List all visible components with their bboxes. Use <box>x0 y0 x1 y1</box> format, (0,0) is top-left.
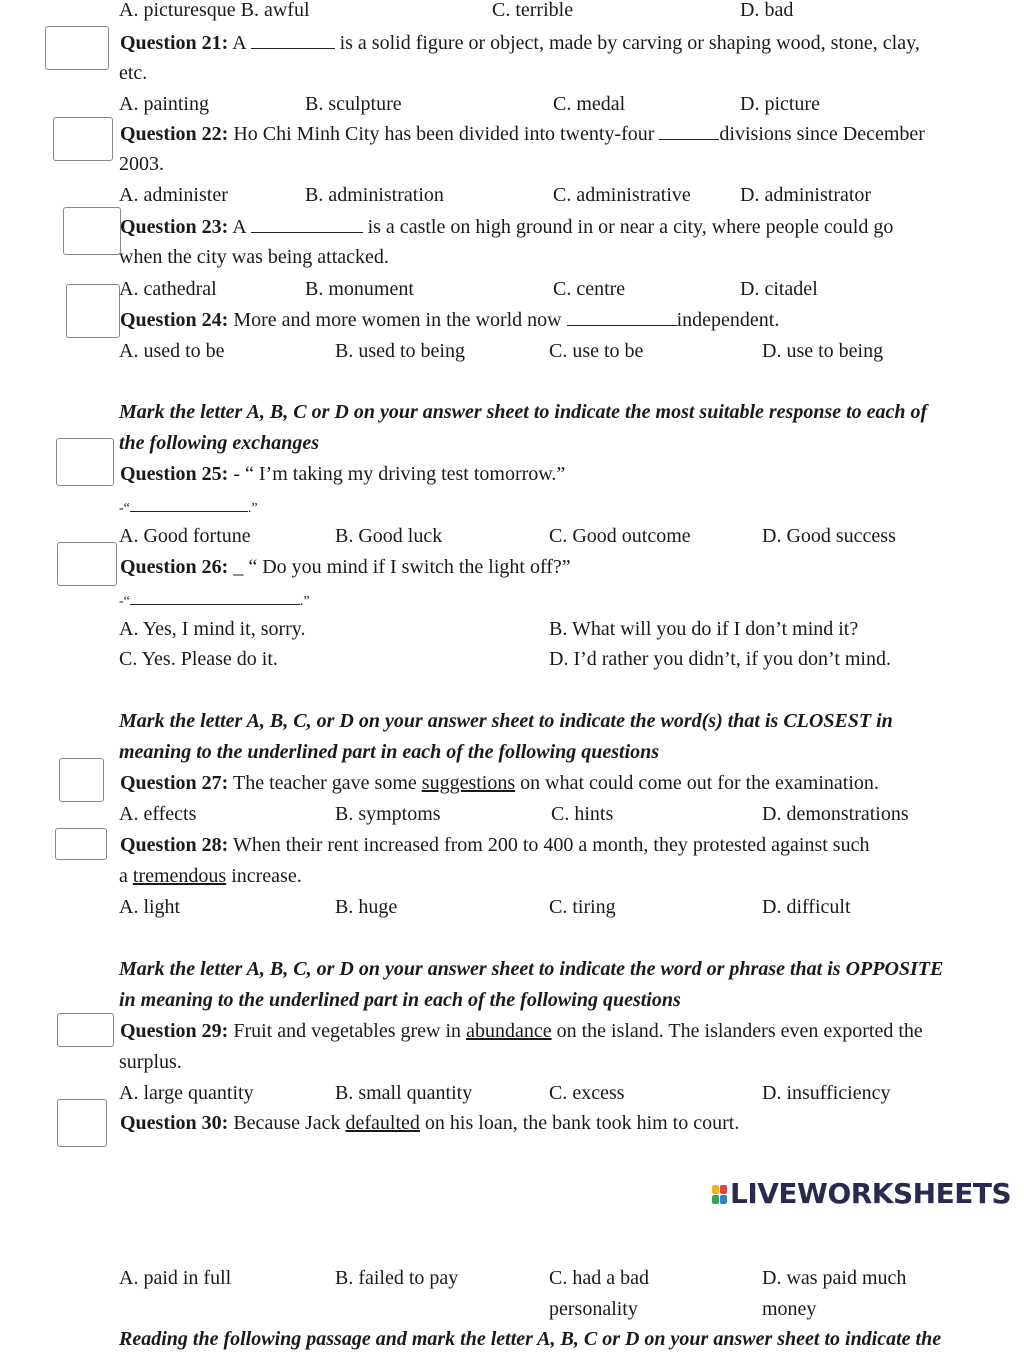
liveworksheets-logo-icon <box>712 1185 728 1205</box>
option-a: A. picturesque B. awful <box>119 0 310 21</box>
option-a: A. paid in full <box>119 1267 232 1289</box>
answer-box-q25[interactable] <box>56 438 114 486</box>
option-a: A. painting <box>119 93 209 115</box>
liveworksheets-logo <box>712 1177 1011 1210</box>
option-a: A. used to be <box>119 340 225 362</box>
option-c: C. hints <box>551 803 614 825</box>
option-d: D. insufficiency <box>762 1082 891 1104</box>
option-b: B. failed to pay <box>335 1267 459 1289</box>
question-21-cont: etc. <box>119 62 148 84</box>
question-27: Question 27: The teacher gave some suggestions on what could come out for the examination. <box>120 772 879 794</box>
option-c-cont: personality <box>549 1298 638 1320</box>
answer-box-q22[interactable] <box>53 117 113 161</box>
option-a: A. Yes, I mind it, sorry. <box>119 618 306 640</box>
question-22-cont: 2003. <box>119 153 164 175</box>
option-d: D. Good success <box>762 525 896 547</box>
option-d: D. I’d rather you didn’t, if you don’t mind. <box>549 648 891 670</box>
question-25: Question 25: - “ I’m taking my driving test tomorrow.” <box>120 463 566 485</box>
option-c: C. Yes. Please do it. <box>119 648 278 670</box>
option-d: D. use to being <box>762 340 884 362</box>
section-heading-opposite: Mark the letter A, B, C, or D on your answer sheet to indicate the word or phrase that is OPPOSITE <box>119 958 944 980</box>
section-heading-closest-cont: meaning to the underlined part in each of the following questions <box>119 741 660 763</box>
section-heading-reading: Reading the following passage and mark the letter A, B, C or D on your answer sheet to indicate the <box>119 1328 942 1350</box>
section-heading-exchanges-cont: the following exchanges <box>119 432 320 454</box>
reply-25: -“ .” <box>119 493 258 521</box>
option-b: B. Good luck <box>335 525 443 547</box>
answer-box-q21[interactable] <box>45 26 109 70</box>
option-b: B. sculpture <box>305 93 402 115</box>
option-a: A. large quantity <box>119 1082 254 1104</box>
option-a: A. administer <box>119 184 228 206</box>
reply-26: -“ .” <box>119 586 310 614</box>
option-b: B. symptoms <box>335 803 441 825</box>
option-c: C. use to be <box>549 340 644 362</box>
question-21: Question 21: A is a solid figure or object, made by carving or shaping wood, stone, clay, <box>120 32 920 54</box>
answer-box-q29[interactable] <box>57 1013 114 1047</box>
answer-box-q28[interactable] <box>55 828 107 860</box>
section-heading-exchanges: Mark the letter A, B, C or D on your answer sheet to indicate the most suitable response to each of <box>119 401 928 423</box>
question-23: Question 23: A is a castle on high ground in or near a city, where people could go <box>120 216 894 238</box>
option-c: C. excess <box>549 1082 625 1104</box>
option-d: D. was paid much <box>762 1267 907 1289</box>
option-d: D. bad <box>740 0 794 21</box>
option-a: A. cathedral <box>119 278 217 300</box>
option-c: C. centre <box>553 278 626 300</box>
option-d-cont: money <box>762 1298 817 1320</box>
option-d: D. picture <box>740 93 820 115</box>
question-28: Question 28: When their rent increased from 200 to 400 a month, they protested against such <box>120 834 870 856</box>
option-c: C. administrative <box>553 184 691 206</box>
answer-box-q27[interactable] <box>59 758 104 802</box>
option-b: B. huge <box>335 896 398 918</box>
option-c: C. tiring <box>549 896 616 918</box>
option-d: D. demonstrations <box>762 803 909 825</box>
option-c: C. terrible <box>492 0 574 21</box>
question-24: Question 24: More and more women in the world now independent. <box>120 309 780 331</box>
answer-box-q30[interactable] <box>57 1099 107 1147</box>
answer-box-q23[interactable] <box>63 207 121 255</box>
option-c: C. Good outcome <box>549 525 691 547</box>
question-23-cont: when the city was being attacked. <box>119 246 389 268</box>
option-b: B. used to being <box>335 340 465 362</box>
option-c: C. had a bad <box>549 1267 649 1289</box>
question-29: Question 29: Fruit and vegetables grew in abundance on the island. The islanders even exported the <box>120 1020 923 1042</box>
section-heading-opposite-cont: in meaning to the underlined part in each of the following questions <box>119 989 681 1011</box>
option-c: C. medal <box>553 93 626 115</box>
question-30: Question 30: Because Jack defaulted on his loan, the bank took him to court. <box>120 1112 740 1134</box>
option-a: A. effects <box>119 803 197 825</box>
option-d: D. difficult <box>762 896 851 918</box>
option-b: B. administration <box>305 184 444 206</box>
option-a: A. Good fortune <box>119 525 251 547</box>
option-b: B. What will you do if I don’t mind it? <box>549 618 859 640</box>
question-29-cont: surplus. <box>119 1051 182 1073</box>
option-b: B. monument <box>305 278 414 300</box>
section-heading-closest: Mark the letter A, B, C, or D on your answer sheet to indicate the word(s) that is CLOSEST in <box>119 710 893 732</box>
option-d: D. administrator <box>740 184 872 206</box>
option-b: B. small quantity <box>335 1082 473 1104</box>
answer-box-q24[interactable] <box>66 284 120 338</box>
question-26: Question 26: _ “ Do you mind if I switch the light off?” <box>120 556 571 578</box>
question-22: Question 22: Ho Chi Minh City has been divided into twenty-four divisions since December <box>120 123 925 145</box>
answer-box-q26[interactable] <box>57 542 117 586</box>
option-d: D. citadel <box>740 278 818 300</box>
option-a: A. light <box>119 896 181 918</box>
liveworksheets-logo-text: LIVEWORKSHEETS <box>730 1177 1012 1210</box>
question-28-cont: a tremendous increase. <box>119 865 302 887</box>
